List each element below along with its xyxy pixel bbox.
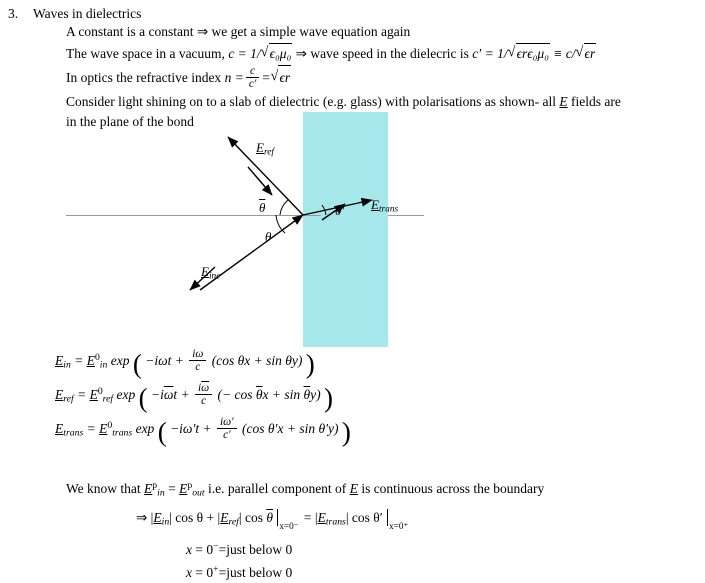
sqrt-epsr-2: √ ϵr bbox=[270, 65, 291, 90]
intro-line-2 bbox=[66, 43, 705, 64]
equiv-c-over: ≡ c/ bbox=[553, 46, 576, 61]
intro-line-3 bbox=[66, 65, 705, 90]
eq-e-in: $E_{in} = E^0_{in}$ exp ( −iωt + $\frac{i\omega}{c}$ (cos θx + sin θy) ) bbox=[55, 348, 315, 380]
sqrt-epsr: √ ϵr bbox=[576, 43, 597, 64]
c-equation: c = 1/ bbox=[228, 46, 261, 61]
n-symbol: n = bbox=[224, 70, 244, 85]
closing-text bbox=[66, 476, 705, 583]
theta-prime-label: θ′ bbox=[335, 203, 345, 218]
dielectric-diagram bbox=[0, 112, 705, 347]
refractive-index-prefix: In optics the refractive index bbox=[66, 70, 222, 85]
theta-bar-label: $\overline{\theta}$ bbox=[259, 200, 266, 215]
page-title: Waves in dielectrics bbox=[33, 6, 142, 21]
wave-speed-mid: ⇒ wave speed in the dielecric is bbox=[295, 46, 469, 61]
closing-line-4: x = 0+=just below 0 bbox=[186, 564, 293, 581]
e-trans-label: $E_{trans}$ bbox=[371, 197, 399, 215]
eq-e-trans: $E_{trans} = E^0_{trans}$ exp ( −iω′t + $\frac{i\omega'}{c'}$ (cos θ′x + sin θ′y) ) bbox=[55, 416, 351, 448]
c-over-cprime-fraction: $\frac{c}{c'}$ bbox=[246, 65, 260, 90]
eq-e-ref: $E_{ref} = E^0_{ref}$ exp ( $-i\overline{\omega}t$ + $\frac{i\overline{\omega}}{c}$ (− $\cos \overline{\theta}x + \sin \overline{\theta}y$) ) bbox=[55, 382, 334, 414]
equation-block bbox=[55, 348, 705, 581]
closing-line-3: x = 0−=just below 0 bbox=[186, 541, 293, 558]
intro-line-4: Consider light shining on to a slab of dielectric (e.g. glass) with polarisations as shown- all E fields are bbox=[66, 94, 621, 110]
item-number: 3. bbox=[8, 6, 19, 21]
closing-line-2: ⇒ $|E_{in}|$ $\cos \theta + |E_{ref}|$ $\cos \overline{\theta}$ $_{x=0^-} = |E_{trans}|$ cos θ′ $_{x=0^+}$ bbox=[136, 509, 409, 531]
intro-line-5: in the plane of the bond bbox=[66, 114, 194, 130]
e-inc-label: $E_{inc}$ bbox=[201, 264, 221, 282]
diagram-vectors bbox=[0, 112, 705, 347]
equals-sign: = bbox=[261, 70, 271, 85]
wave-space-prefix: The wave space in a vacuum, bbox=[66, 46, 225, 61]
sqrt-eps0mu0: √ ϵ₀μ₀ bbox=[261, 43, 293, 64]
intro-line-1: A constant is a constant ⇒ we get a simple wave equation again bbox=[66, 24, 411, 39]
theta-label: θ bbox=[265, 229, 272, 244]
closing-line-1: We know that $E^p_{in} = E^p_{out}$ i.e. parallel component of E is continuous across the boundary bbox=[66, 480, 545, 499]
e-ref-label: $E_{ref}$ bbox=[256, 140, 274, 158]
cprime-equation: c′ = 1/ bbox=[472, 46, 508, 61]
sqrt-epsr-eps0mu0: √ ϵrϵ₀μ₀ bbox=[508, 43, 550, 64]
